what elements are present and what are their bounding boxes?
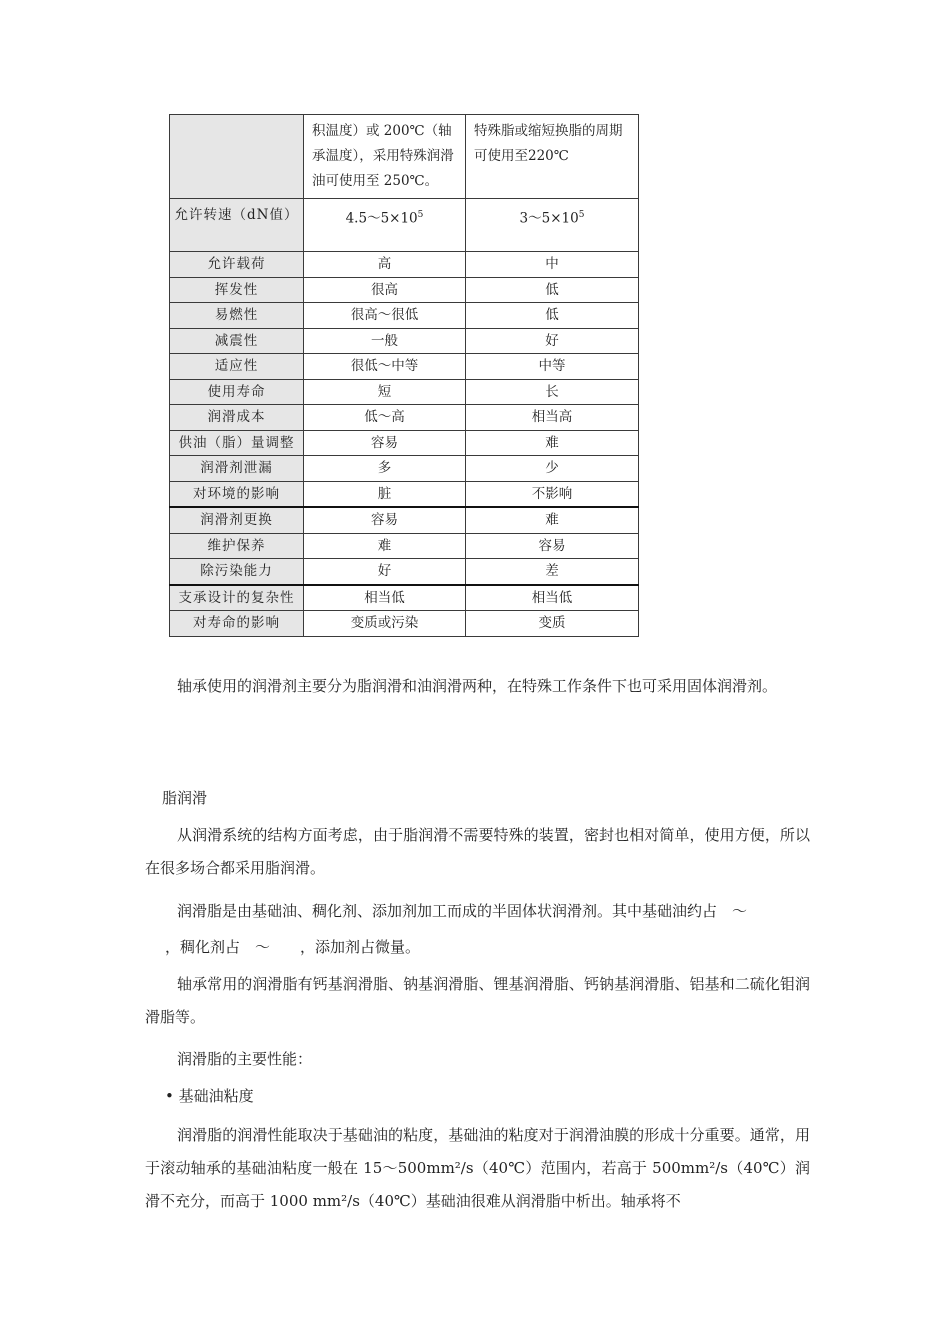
lubrication-comparison-table (169, 114, 639, 637)
table-row (170, 611, 639, 637)
table-row (170, 277, 639, 303)
row-label: 维护保养 (170, 533, 304, 559)
oil-cell: 相当高 (466, 405, 639, 431)
paragraph-grease-properties: 润滑脂的主要性能： (177, 1050, 313, 1068)
grease-cell: 难 (304, 533, 466, 559)
grease-cell: 高 (304, 252, 466, 278)
grease-cell (304, 199, 466, 252)
row-label: 润滑剂泄漏 (170, 456, 304, 482)
grease-cell: 积温度）或 200℃（轴承温度），采用特殊润滑油可使用至 250℃。 (304, 115, 466, 199)
table-row (170, 199, 639, 252)
oil-cell: 低 (466, 277, 639, 303)
grease-cell: 短 (304, 379, 466, 405)
oil-cell: 长 (466, 379, 639, 405)
row-label: 支承设计的复杂性 (170, 585, 304, 611)
grease-cell: 容易 (304, 430, 466, 456)
table-row (170, 405, 639, 431)
paragraph-grease-composition: 润滑脂是由基础油、稠化剂、添加剂加工而成的半固体状润滑剂。其中基础油约占 ～ (177, 902, 748, 920)
grease-cell: 很低～中等 (304, 354, 466, 380)
grease-cell: 很高 (304, 277, 466, 303)
oil-cell: 难 (466, 430, 639, 456)
oil-cell: 低 (466, 303, 639, 329)
table-row (170, 507, 639, 533)
oil-cell: 难 (466, 507, 639, 533)
row-label: 除污染能力 (170, 559, 304, 585)
grease-cell-text: 4.5～5×10 (345, 210, 418, 227)
oil-cell-exponent: 5 (578, 210, 585, 220)
table-row (170, 430, 639, 456)
grease-cell: 很高～很低 (304, 303, 466, 329)
oil-cell (466, 199, 639, 252)
oil-cell: 好 (466, 328, 639, 354)
table-row (170, 533, 639, 559)
table-row (170, 559, 639, 585)
grease-cell: 好 (304, 559, 466, 585)
oil-cell: 容易 (466, 533, 639, 559)
table-row (170, 303, 639, 329)
grease-cell: 一般 (304, 328, 466, 354)
table-row (170, 456, 639, 482)
oil-cell: 差 (466, 559, 639, 585)
oil-cell: 特殊脂或缩短换脂的周期可使用至220℃ (466, 115, 639, 199)
row-label: 挥发性 (170, 277, 304, 303)
paragraph-lubricant-types: 轴承使用的润滑剂主要分为脂润滑和油润滑两种，在特殊工作条件下也可采用固体润滑剂。 (177, 677, 778, 695)
row-label: 润滑成本 (170, 405, 304, 431)
grease-cell: 多 (304, 456, 466, 482)
paragraph-grease-kinds: 轴承常用的润滑脂有钙基润滑脂、钠基润滑脂、锂基润滑脂、钙钠基润滑脂、铝基和二硫化钼润滑脂等。 (145, 975, 810, 1026)
table-row (170, 252, 639, 278)
row-label: 适应性 (170, 354, 304, 380)
oil-cell: 相当低 (466, 585, 639, 611)
row-label: 易燃性 (170, 303, 304, 329)
grease-cell: 变质或污染 (304, 611, 466, 637)
table-row (170, 585, 639, 611)
table-row (170, 481, 639, 507)
row-label: 供油（脂）量调整 (170, 430, 304, 456)
grease-cell: 低～高 (304, 405, 466, 431)
bullet-base-oil-viscosity: • 基础油粘度 (165, 1087, 254, 1105)
grease-cell: 脏 (304, 481, 466, 507)
table-row (170, 354, 639, 380)
row-label: 对环境的影响 (170, 481, 304, 507)
row-label: 润滑剂更换 (170, 507, 304, 533)
paragraph-viscosity: 润滑脂的润滑性能取决于基础油的粘度，基础油的粘度对于润滑油膜的形成十分重要。通常，用于滚动轴承的基础油粘度一般在 15～500mm²/s（40℃）范围内，若高于 500mm²/s（40℃）润滑不充分，而高于 1000 mm²/s（40℃）基础油很难从润滑脂中析出。轴承将不 (145, 1126, 810, 1210)
oil-cell: 中等 (466, 354, 639, 380)
grease-cell: 相当低 (304, 585, 466, 611)
table-row (170, 379, 639, 405)
oil-cell: 少 (466, 456, 639, 482)
row-label: 对寿命的影响 (170, 611, 304, 637)
oil-cell: 中 (466, 252, 639, 278)
row-label: 允许载荷 (170, 252, 304, 278)
oil-cell: 变质 (466, 611, 639, 637)
oil-cell: 不影响 (466, 481, 639, 507)
paragraph-grease-composition-cont: ，稠化剂占 ～ ，添加剂占微量。 (165, 938, 421, 956)
row-label: 允许转速（dN值） (170, 199, 304, 252)
paragraph-grease-advantages: 从润滑系统的结构方面考虑，由于脂润滑不需要特殊的装置，密封也相对简单，使用方便，所以在很多场合都采用脂润滑。 (145, 826, 810, 877)
grease-cell: 容易 (304, 507, 466, 533)
grease-cell-exponent: 5 (417, 210, 424, 220)
row-label (170, 115, 304, 199)
section-heading-grease: 脂润滑 (162, 789, 208, 807)
oil-cell-text: 3～5×10 (519, 210, 579, 227)
table-row (170, 115, 639, 199)
row-label: 使用寿命 (170, 379, 304, 405)
row-label: 减震性 (170, 328, 304, 354)
table-row (170, 328, 639, 354)
